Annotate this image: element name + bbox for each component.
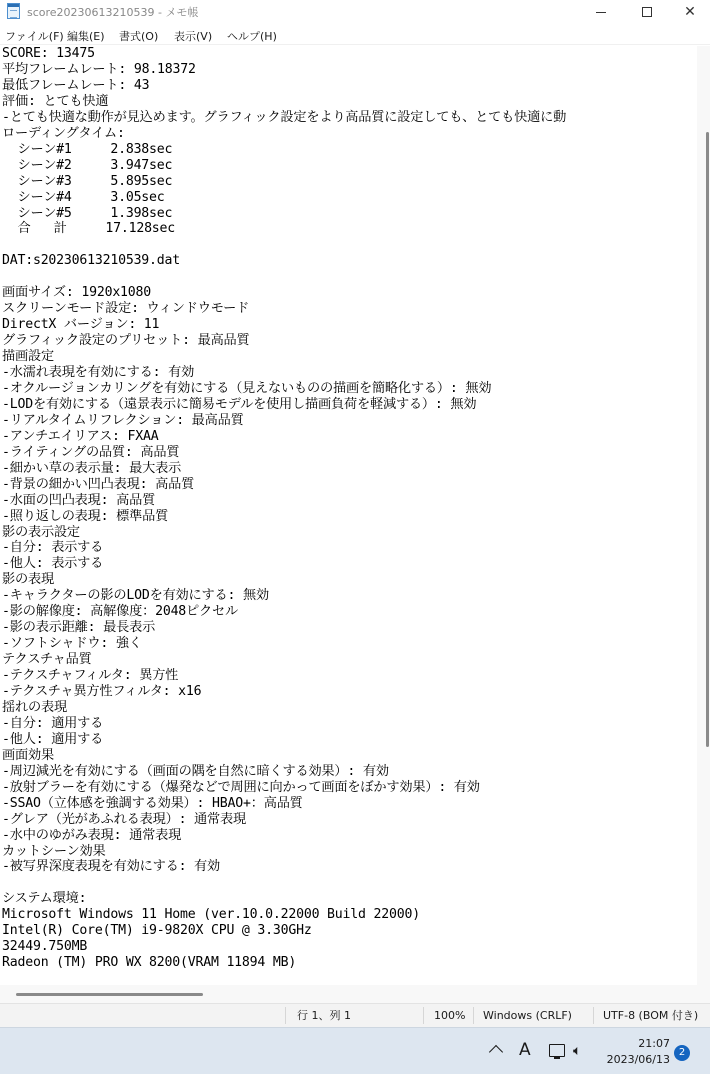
text-line: 合 計 17.128sec [2,221,176,237]
text-line: -オクルージョンカリングを有効にする（見えないものの描画を簡略化する）: 無効 [2,380,492,396]
text-line: -背景の細かい凹凸表現: 高品質 [2,476,195,492]
text-line: -水濡れ表現を有効にする: 有効 [2,365,195,380]
text-line: -ライティングの品質: 高品質 [2,444,180,460]
text-line: -他人: 表示する [2,556,104,572]
text-line: -自分: 表示する [2,540,104,556]
text-line: 描画設定 [2,349,54,365]
notification-badge[interactable]: 2 [674,1045,690,1061]
menu-edit[interactable]: 編集(E) [67,30,105,43]
text-line: 32449.750MB [2,939,88,955]
text-line: Intel(R) Core(TM) i9-9820X CPU @ 3.30GHz [2,923,312,939]
minimize-icon [596,12,606,13]
window-title: score20230613210539 - メモ帳 [27,6,199,19]
text-line: テクスチャ品質 [2,652,92,668]
chevron-up-icon[interactable] [489,1045,503,1059]
vertical-scrollbar[interactable] [697,46,710,985]
minimize-button[interactable] [578,0,624,24]
text-line: 評価: とても快適 [2,93,109,109]
clock-time[interactable]: 21:07 [638,1037,670,1050]
text-line: -テクスチャ異方性フィルタ: x16 [2,684,202,699]
maximize-icon [642,7,652,17]
text-line: -LODを有効にする（遠景表示に簡易モデルを使用し描画負荷を軽減する）: 無効 [2,396,477,412]
text-line: -リアルタイムリフレクション: 最高品質 [2,412,244,428]
text-line: -放射ブラーを有効にする（爆発などで周囲に向かって画面をぼかす効果）: 有効 [2,779,480,795]
cursor-position: 行 1、列 1 [297,1009,351,1022]
text-editor[interactable] [0,46,697,985]
text-line: DAT:s20230613210539.dat [2,253,181,269]
close-icon: ✕ [684,4,696,20]
close-button[interactable] [670,0,710,24]
text-line: -細かい草の表示量: 最大表示 [2,460,182,476]
text-line: 平均フレームレート: 98.18372 [2,61,196,77]
text-line: シーン#2 3.947sec [2,157,173,173]
taskbar [0,1027,710,1074]
status-separator [285,1007,286,1024]
horizontal-scrollbar[interactable] [0,985,710,1003]
zoom-level: 100% [434,1009,466,1022]
text-line: 画面サイズ: 1920x1080 [2,285,152,301]
line-ending: Windows (CRLF) [483,1009,572,1022]
status-bar [0,1003,710,1027]
title-bar [0,0,710,24]
text-line: -水面の凹凸表現: 高品質 [2,492,156,508]
text-line: 画面効果 [2,747,54,763]
menu-file[interactable]: ファイル(F) [5,30,64,43]
text-line: -SSAO（立体感を強調する効果）: HBAO+：高品質 [2,795,303,811]
text-line: カットシーン効果 [2,843,106,859]
menu-help[interactable]: ヘルプ(H) [227,30,277,43]
text-line: SCORE: 13475 [2,46,95,61]
text-line: -とても快適な動作が見込めます。グラフィック設定をより高品質に設定しても、とても快適に動 [2,109,567,125]
text-line: -周辺減光を有効にする（画面の隅を自然に暗くする効果）: 有効 [2,763,389,779]
text-line: -アンチエイリアス: FXAA [2,428,159,444]
text-line: 影の表示設定 [2,524,80,540]
text-line: グラフィック設定のプリセット: 最高品質 [2,333,250,349]
text-line: ローディングタイム: [2,125,125,141]
text-line: シーン#4 3.05sec [2,189,165,205]
notepad-icon [7,3,20,19]
encoding: UTF-8 (BOM 付き) [603,1009,699,1022]
menu-bar [0,25,710,45]
text-line: 影の表現 [2,572,54,588]
speaker-icon[interactable]: 🔈︎ [573,1043,582,1059]
vertical-scroll-thumb[interactable] [706,132,709,747]
text-line: スクリーンモード設定: ウィンドウモード [2,301,250,317]
text-line: 揺れの表現 [2,699,67,715]
network-icon[interactable] [549,1044,565,1057]
text-line: システム環境: [2,891,87,907]
text-line: -テクスチャフィルタ: 異方性 [2,668,179,684]
text-line: 最低フレームレート: 43 [2,77,150,93]
text-line: Radeon (TM) PRO WX 8200(VRAM 11894 MB) [2,955,297,971]
text-line: -照り返しの表現: 標準品質 [2,508,169,524]
text-line: Microsoft Windows 11 Home (ver.10.0.22000 Build 22000) [2,907,420,923]
text-line: -グレア（光があふれる表現）: 通常表現 [2,811,247,827]
menu-format[interactable]: 書式(O) [119,30,159,43]
status-separator [423,1007,424,1024]
text-line: -影の解像度: 高解像度：2048ピクセル [2,604,239,620]
horizontal-scroll-thumb[interactable] [16,993,203,996]
clock-date[interactable]: 2023/06/13 [606,1053,670,1066]
text-line: DirectX バージョン: 11 [2,317,160,333]
text-line: -自分: 適用する [2,715,104,731]
text-line: -水中のゆがみ表現: 通常表現 [2,827,182,843]
text-line: シーン#3 5.895sec [2,173,173,189]
status-separator [473,1007,474,1024]
menu-view[interactable]: 表示(V) [174,30,213,43]
text-line: -ソフトシャドウ: 強く [2,636,142,652]
text-line: -影の表示距離: 最長表示 [2,620,156,636]
ime-indicator[interactable]: A [519,1040,531,1060]
text-line: シーン#1 2.838sec [2,141,173,157]
maximize-button[interactable] [624,0,670,24]
text-line: -キャラクターの影のLODを有効にする: 無効 [2,588,269,604]
status-separator [593,1007,594,1024]
text-line: -被写界深度表現を有効にする: 有効 [2,859,221,875]
text-line: シーン#5 1.398sec [2,205,173,221]
text-line: -他人: 適用する [2,731,104,747]
